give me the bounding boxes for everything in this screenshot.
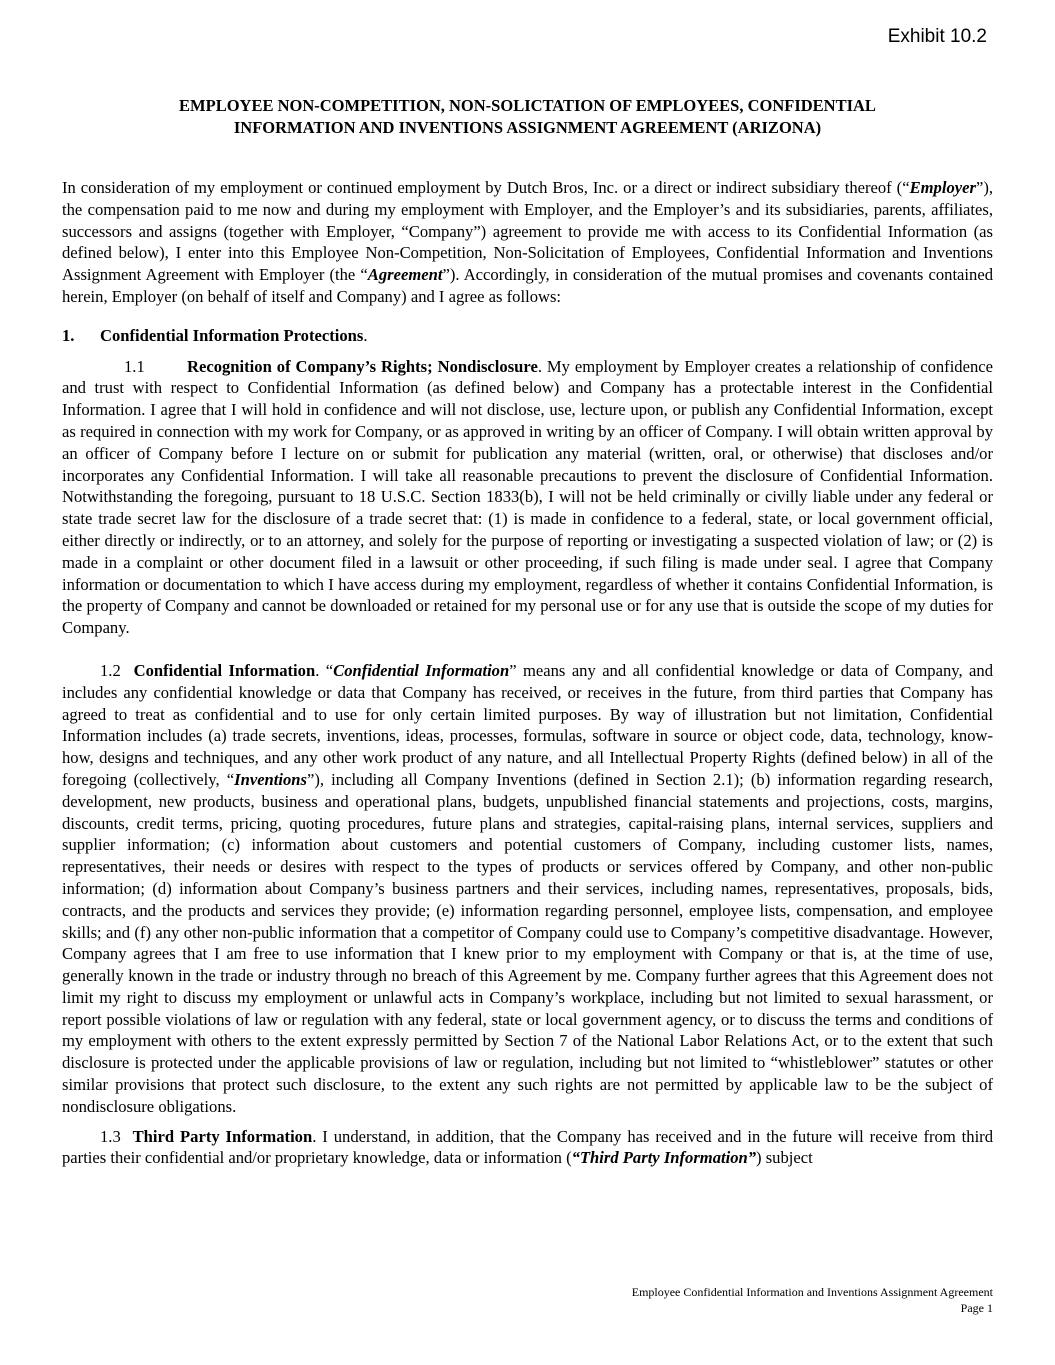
inventions-term: Inventions	[234, 769, 307, 789]
section-1-3-heading: Third Party Information	[132, 1126, 313, 1146]
footer-page-number: Page 1	[960, 1301, 993, 1315]
intro-text-1: In consideration of my employment or continued employment by Dutch Bros, Inc. or a direct or indirect subsidiary thereof (“	[62, 178, 910, 197]
section-1-1-heading: Recognition of Company’s Rights; Nondisclosure	[187, 356, 538, 376]
section-1-title: Confidential Information Protections	[100, 325, 364, 345]
section-1-number: 1.	[62, 325, 75, 345]
document-title	[62, 95, 993, 139]
section-1-1-number: 1.1	[124, 356, 145, 376]
section-1-heading-end: .	[363, 325, 368, 345]
section-1-2-text-1: . “	[315, 660, 334, 680]
title-line-1: EMPLOYEE NON-COMPETITION, NON-SOLICTATION OF EMPLOYEES, CONFIDENTIAL	[179, 96, 876, 115]
section-1-2-number: 1.2	[100, 660, 121, 680]
page-footer	[632, 1284, 993, 1316]
footer-document-name: Employee Confidential Information and Inventions Assignment Agreement	[631, 1285, 993, 1299]
intro-paragraph	[62, 177, 993, 308]
section-1-3-text-2: ) subject	[756, 1148, 813, 1168]
section-1-2-heading: Confidential Information	[133, 660, 316, 680]
document-body	[62, 177, 993, 1169]
confidential-information-term: Confidential Information	[333, 660, 510, 680]
agreement-defined-term: Agreement	[367, 265, 443, 285]
section-1-1-text: . My employment by Employer creates a relationship of confidence and trust with respect to Confidential Information (as defined below) and Company has a protectable interest in the Confidential Information. I agree that I will hold in confidence and will not disclose, use, lecture upon, or publish any Confidential Information, except as required in connection with my work for Company, or as approved in writing by an officer of Company. I will obtain written approval by an officer of Company before I lecture on or submit for publication any material (written, oral, or otherwise) that discloses and/or incorporates any Confidential Information. I will take all reasonable precautions to prevent the disclosure of Confidential Information. Notwithstanding the foregoing, pursuant to 18 U.S.C. Section 1833(b), I will not be held criminally or civilly liable under any federal or state trade secret law for the disclosure of a trade secret that: (1) is made in confidence to a federal, state, or local government official, either directly or indirectly, or to an attorney, and solely for the purpose of reporting or investigating a suspected violation of law; or (2) is made in a complaint or other document filed in a lawsuit or other proceeding, if such filing is made under seal. I agree that Company information or documentation to which I have access during my employment, regardless of whether it contains Confidential Information, is the property of Company and cannot be downloaded or retained for my personal use or for any use that is outside the scope of my duties for Company.	[62, 356, 993, 638]
section-1-3-number: 1.3	[100, 1126, 121, 1146]
intro-text-3: ”). Accordingly, in consideration of the mutual promises and covenants contained herein, Employer (on behalf of itself and Company) and I agree as follows:	[62, 265, 993, 306]
third-party-information-term: “Third Party Information”	[571, 1148, 757, 1168]
title-line-2: INFORMATION AND INVENTIONS ASSIGNMENT AGREEMENT (ARIZONA)	[233, 118, 822, 137]
intro-text-2: ”), the compensation paid to me now and during my employment with Employer, and the Employer’s and its subsidiaries, parents, affiliates, successors and assigns (together with Employer, “Company”) agreement to provide me with access to its Confidential Information (as defined below), I enter into this Employee Non-Competition, Non-Solicitation of Employees, Confidential Information and Inventions Assignment Agreement with Employer (the “	[62, 178, 993, 285]
section-1-2-paragraph	[62, 660, 993, 1118]
exhibit-label: Exhibit 10.2	[887, 26, 987, 47]
section-1-1-paragraph	[62, 356, 993, 639]
employer-defined-term: Employer	[909, 178, 976, 197]
section-1-3-paragraph	[62, 1126, 993, 1170]
section-1-2-text-3: ”), including all Company Inventions (defined in Section 2.1); (b) information regarding research, development, new products, business and operational plans, budgets, unpublished financial statements and projections, costs, margins, discounts, credit terms, pricing, quoting procedures, future plans and strategies, capital-raising plans, internal services, suppliers and supplier information; (c) information about customers and potential customers of Company, including customer lists, names, representatives, their needs or desires with respect to the types of products or services offered by Company, and other non-public information; (d) information about Company’s business partners and their services, including names, representatives, proposals, bids, contracts, and the products and services they provide; (e) information regarding personnel, employee lists, compensation, and employee skills; and (f) any other non-public information that a competitor of Company could use to Company’s competitive disadvantage. However, Company agrees that I am free to use information that I knew prior to my employment with Company or that is, at the time of use, generally known in the trade or industry through no breach of this Agreement by me. Company further agrees that this Agreement does not limit my right to discuss my employment or unlawful acts in Company’s workplace, including but not limited to sexual harassment, or report possible violations of law or regulation with any federal, state or local government agency, or to discuss the terms and conditions of my employment with others to the extent expressly permitted by Section 7 of the National Labor Relations Act, or to the extent that such disclosure is protected under the applicable provisions of law or regulation, including but not limited to “whistleblower” statutes or other similar provisions that protect such disclosure, to the extent any such rights are not permitted by applicable law to be the subject of nondisclosure obligations.	[62, 769, 993, 1116]
section-1-heading	[62, 325, 993, 347]
section-1-3-text-1: . I understand, in addition, that the Company has received and in the future will receive from third parties their confidential and/or proprietary knowledge, data or information (	[62, 1126, 993, 1168]
section-1-2-text-2: ” means any and all confidential knowledge or data of Company, and includes any confidential knowledge or data that Company has received, or receives in the future, from third parties that Company has agreed to treat as confidential and to use for only certain limited purposes. By way of illustration but not limitation, Confidential Information includes (a) trade secrets, inventions, ideas, processes, formulas, software in source or object code, data, technology, know-how, designs and techniques, and any other work product of any nature, and all Intellectual Property Rights (defined below) in all of the foregoing (collectively, “	[62, 660, 993, 789]
